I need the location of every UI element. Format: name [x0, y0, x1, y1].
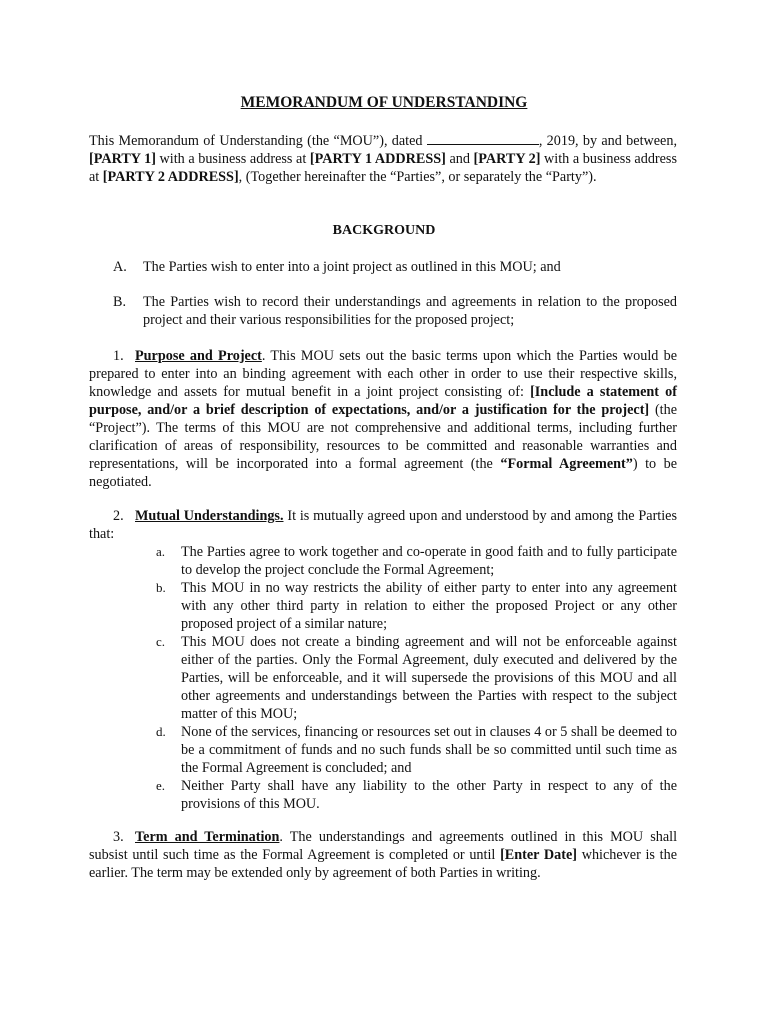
clause-3 — [89, 828, 677, 882]
clause-2-items — [156, 543, 677, 813]
item-label: e. — [156, 778, 166, 793]
list-item — [156, 723, 677, 777]
date-placeholder: [Enter Date] — [500, 847, 577, 863]
clause-number: 2. — [113, 508, 124, 524]
intro-text-4: and — [449, 151, 470, 167]
recital-b — [113, 293, 677, 329]
clause-text-1: . The understandings and agreements outlined in this MOU shall subsist until such time as the Formal Agreement is completed or until — [89, 829, 678, 863]
item-label: a. — [156, 544, 166, 559]
clause-number: 1. — [113, 348, 124, 364]
intro-text-5: with a business address at — [89, 151, 677, 185]
clause-text-1: . This MOU sets out the basic terms upon which the Parties would be prepared to enter into an binding agreement with each other in order to use their respective skills, knowledge and assets for mutual benefit in a joint project consisting of: — [89, 348, 677, 400]
list-item — [156, 579, 677, 633]
item-text: The Parties agree to work together and co-operate in good faith and to fully participate to develop the project conclude the Formal Agreement; — [181, 544, 677, 578]
document-title: MEMORANDUM OF UNDERSTANDING — [240, 94, 528, 111]
recital-label: A. — [113, 259, 127, 275]
item-label: c. — [156, 634, 166, 649]
intro-text-2: , 2019, by and between, — [538, 133, 677, 149]
party2-address-placeholder: [PARTY 2 ADDRESS] — [102, 169, 239, 185]
item-text: This MOU does not create a binding agreement and will not be enforceable against either of the parties. Only the Formal Agreement, duly executed and delivered by the Parties, will be enforceable, and it will supersede the provisions of this MOU and all other agreements and understandings between the Parties with respect to the subject matter of this MOU; — [181, 634, 677, 722]
party1-address-placeholder: [PARTY 1 ADDRESS] — [309, 151, 446, 167]
date-blank — [427, 132, 539, 145]
clause-heading: Mutual Understandings. — [135, 508, 284, 524]
party2-placeholder: [PARTY 2] — [473, 151, 541, 167]
party1-placeholder: [PARTY 1] — [89, 151, 156, 167]
list-item — [156, 777, 677, 813]
clause-text-2: whichever is the earlier. The term may be extended only by agreement of both Parties in writing. — [89, 847, 677, 881]
recital-a — [113, 258, 677, 276]
intro-text-6: , (Together hereinafter the “Parties”, or separately the “Party”). — [238, 169, 597, 185]
item-text: None of the services, financing or resources set out in clauses 4 or 5 shall be deemed to be a commitment of funds and no such funds shall be so committed until such time as the Formal Agreement is concluded; and — [181, 724, 677, 776]
clause-text-3: ) to be negotiated. — [89, 456, 677, 490]
clause-heading: Term and Termination — [135, 829, 280, 845]
clause-2 — [89, 507, 677, 543]
clause-heading: Purpose and Project — [135, 348, 262, 364]
recital-label: B. — [113, 294, 127, 310]
background-heading: BACKGROUND — [332, 223, 436, 238]
clause-text-2: (the “Project”). The terms of this MOU are not comprehensive and additional terms, including further clarification of areas of responsibility, resources to be committed and reasonable warranties and representations, will be incorporated into a formal agreement (the — [89, 402, 678, 472]
list-item — [156, 543, 677, 579]
project-placeholder: [Include a statement of purpose, and/or a brief description of expectations, and/or a justification for the project] — [89, 384, 677, 418]
item-label: b. — [156, 580, 166, 595]
item-text: Neither Party shall have any liability to the other Party in respect to any of the provisions of this MOU. — [181, 778, 677, 812]
item-label: d. — [156, 724, 166, 739]
intro-text-1: This Memorandum of Understanding (the “MOU”), dated — [89, 133, 423, 149]
clause-number: 3. — [113, 829, 124, 845]
clause-text-1: It is mutually agreed upon and understood by and among the Parties that: — [89, 508, 678, 542]
item-text: This MOU in no way restricts the ability of either party to enter into any agreement with any other third party in relation to either the proposed Project or any other proposed project of a similar nature; — [181, 580, 677, 632]
recital-text: The Parties wish to record their understandings and agreements in relation to the proposed project and their various responsibilities for the proposed project; — [143, 294, 677, 328]
list-item — [156, 633, 677, 723]
intro-paragraph — [89, 132, 677, 186]
recital-text: The Parties wish to enter into a joint project as outlined in this MOU; and — [143, 259, 561, 275]
clause-1 — [89, 347, 677, 491]
formal-agreement-term: “Formal Agreement” — [500, 456, 633, 472]
intro-text-3: with a business address at — [159, 151, 307, 167]
